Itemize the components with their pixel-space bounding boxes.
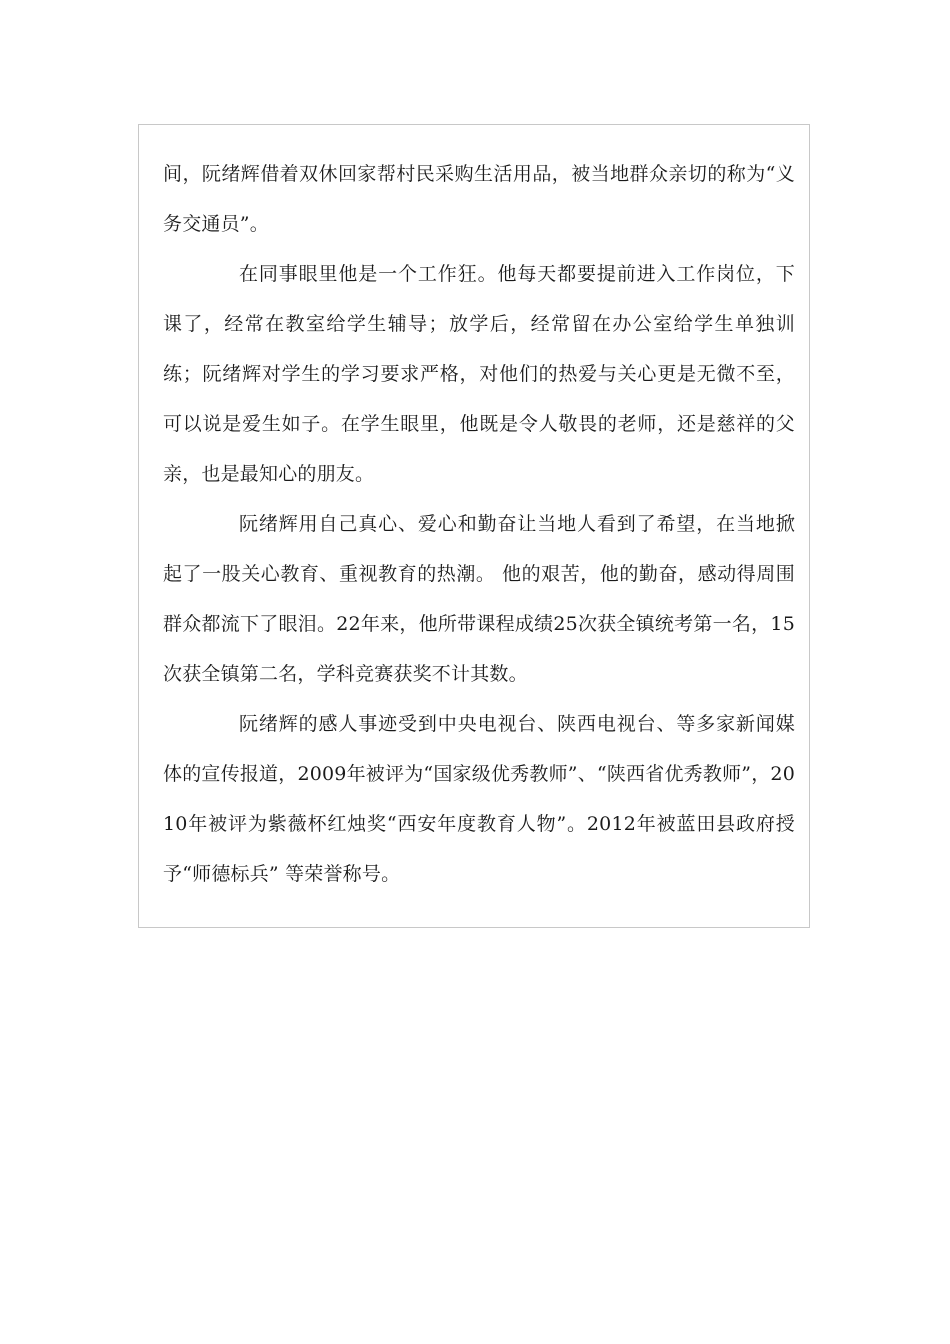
paragraph-2: 在同事眼里他是一个工作狂。他每天都要提前进入工作岗位，下课了，经常在教室给学生辅导；放学后，经常留在办公室给学生单独训练；阮绪辉对学生的学习要求严格，对他们的热爱与关心更是无微不至，可以说是爱生如子。在学生眼里，他既是令人敬畏的老师，还是慈祥的父亲，也是最知心的朋友。 [163, 263, 795, 485]
paragraph-3: 阮绪辉用自己真心、爱心和勤奋让当地人看到了希望，在当地掀起了一股关心教育、重视教育的热潮。 他的艰苦，他的勤奋，感动得周围群众都流下了眼泪。22年来，他所带课程成绩25次获全镇统考第一名，15次获全镇第二名，学科竞赛获奖不计其数。 [163, 513, 795, 685]
paragraph-1: 间，阮绪辉借着双休回家帮村民采购生活用品，被当地群众亲切的称为“义务交通员”。 [163, 163, 795, 235]
paragraph-4: 阮绪辉的感人事迹受到中央电视台、陕西电视台、等多家新闻媒体的宣传报道，2009年被评为“国家级优秀教师”、“陕西省优秀教师”，2010年被评为紫薇杯红烛奖“西安年度教育人物”。2012年被蓝田县政府授予“师德标兵” 等荣誉称号。 [163, 713, 795, 885]
text-box [138, 124, 810, 928]
